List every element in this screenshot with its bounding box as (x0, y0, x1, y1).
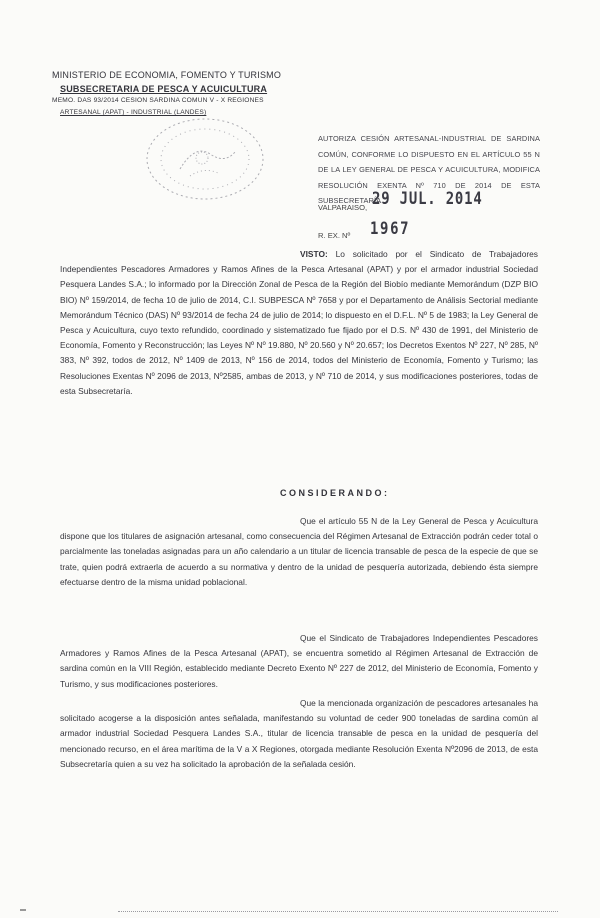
resolution-number: 1967 (370, 219, 411, 239)
header-subsecretaria: SUBSECRETARIA DE PESCA Y ACUICULTURA (60, 84, 268, 94)
considerando-paragraph-1 (60, 514, 538, 590)
visto-text: Lo solicitado por el Sindicato de Trabajadores Independientes Pescadores Armadores y Ramos Afines de la Pesca Artesanal (APAT) y por el armador industrial Sociedad Pesquera Landes S.A.; lo informado por la Dirección Zonal de Pesca de la Región del Biobío mediante Memorándum (DZP BIO BIO) Nº 159/2014, de fecha 10 de julio de 2014, C.I. SUBPESCA Nº 7658 y por el Departamento de Análisis Sectorial mediante Memorándum Técnico (DAS) Nº 93/2014 de fecha 24 de julio de 2014; lo dispuesto en el D.F.L. Nº 5 de 1983; la Ley General de Pesca y Acuicultura, cuyo texto refundido, coordinado y sistematizado fue fijado por el D.S. Nº 430 de 1991, del Ministerio de Economía, Fomento y Reconstrucción; las Leyes Nº Nº 19.880, Nº 20.560 y Nº 20.657; los Decretos Exentos Nº 227, Nº 285, Nº 383, Nº 392, todos de 2012, Nº 1409 de 2013, Nº 156 de 2014, todos del Ministerio de Economía, Fomento y Turismo; las Resoluciones Exentas Nº 2096 de 2013, Nº2585, ambas de 2013, y Nº 710 de 2014, y sus modificaciones posteriores, todas de esta Subsecretaría. (60, 249, 538, 396)
resolution-number-row (318, 219, 518, 247)
considerando-paragraph-2 (60, 631, 538, 692)
date-row (318, 189, 558, 219)
paragraph-text: Que el Sindicato de Trabajadores Independientes Pescadores Armadores y Ramos Afines de la Pesca Artesanal (APAT), se encuentra sometido al Régimen Artesanal de Extracción de sardina común en la VIII Región, establecido mediante Decreto Exento Nº 227 de 2012, del Ministerio de Economía, Fomento y Turismo, y sus modificaciones posteriores. (60, 633, 538, 689)
footer-scan-edge (0, 904, 600, 918)
scan-mark (20, 909, 26, 911)
date-stamp: 29 JUL. 2014 (372, 189, 483, 209)
resolution-summary: AUTORIZA CESIÓN ARTESANAL-INDUSTRIAL DE SARDINA COMÚN, CONFORME LO DISPUESTO EN EL ARTÍCULO 55 N DE LA LEY GENERAL DE PESCA Y ACUICULTURA, MODIFICA RESOLUCIÓN EXENTA Nº 710 DE 2014 DE ESTA SUBSECRETARÍA. (318, 134, 540, 205)
resolution-label: R. EX. Nº (318, 231, 351, 240)
place-label: VALPARAISO, (318, 203, 368, 212)
visto-paragraph (60, 247, 538, 399)
visto-lead: VISTO: (300, 249, 328, 259)
scan-dotted-line (118, 911, 558, 913)
considerando-paragraph-3 (60, 696, 538, 772)
paragraph-text: Que la mencionada organización de pescadores artesanales ha solicitado acogerse a la disposición antes señalada, manifestando su voluntad de ceder 900 toneladas de sardina común al armador industrial Sociedad Pesquera Landes S.A., titular de licencia transable de pesca en la unidad de pesquería del mencionado recurso, en el área marítima de la V a X Regiones, otorgada mediante Resolución Exenta Nº2096 de 2013, de esta Subsecretaría quien a su vez ha solicitado la aprobación de la señalada cesión. (60, 698, 538, 769)
header-memo-line1: MEMO. DAS 93/2014 CESION SARDINA COMUN V - X REGIONES (52, 97, 264, 104)
considerando-title: CONSIDERANDO: (280, 488, 390, 498)
header-ministry: MINISTERIO DE ECONOMIA, FOMENTO Y TURISMO (52, 70, 282, 80)
paragraph-text: Que el artículo 55 N de la Ley General de Pesca y Acuicultura dispone que los titulares de asignación artesanal, como consecuencia del Régimen Artesanal de Extracción podrán ceder total o parcialmente las toneladas asignadas para un año calendario a un titular de licencia transable de pesca de la especie de que se trate, quien podrá extraerla de acuerdo a su normativa y dentro de la unidad de pesquería autorizada, debiendo ésta siempre efectuarse dentro de la misma unidad poblacional. (60, 516, 538, 587)
header-memo-line2: ARTESANAL (APAT) - INDUSTRIAL (LANDES) (60, 109, 207, 116)
ministry-seal-icon (140, 114, 270, 204)
